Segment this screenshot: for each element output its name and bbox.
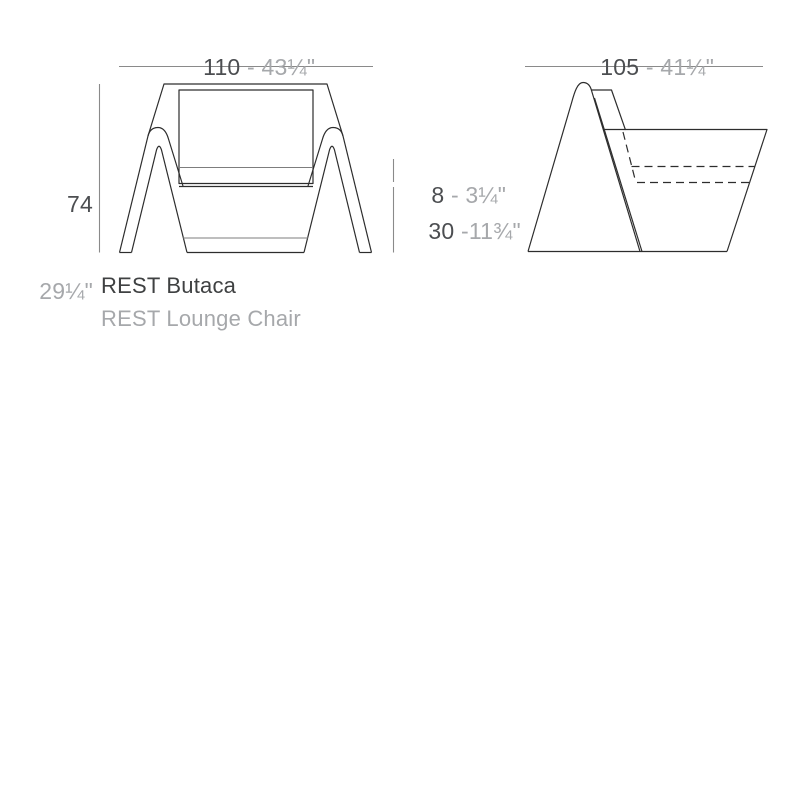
side-view-drawing: [528, 83, 767, 252]
height-label: [8, 132, 93, 364]
front-view-drawing: [120, 84, 372, 253]
seat-thickness-inches: 3¼": [465, 182, 507, 208]
product-title-primary: REST Butaca: [101, 273, 237, 298]
front-width-cm: 110: [203, 54, 241, 80]
side-width-cm: 105: [600, 54, 640, 80]
seat-thickness-cm: 8: [431, 182, 445, 208]
height-inches: 29¼": [39, 278, 93, 304]
side-width-separator: -: [639, 54, 661, 80]
seat-height-cm: 30: [428, 218, 455, 244]
front-width-inches: 43¼": [261, 54, 316, 80]
product-title-secondary: REST Lounge Chair: [101, 306, 301, 331]
side-width-inches: 41¼": [660, 54, 715, 80]
hidden-seat-edge: [623, 132, 636, 181]
side-width-label: [525, 33, 763, 102]
seat-height-inches: 11¾": [468, 218, 521, 244]
seat-height-label: [402, 197, 521, 266]
seat-height-separator: -: [454, 218, 469, 244]
front-width-separator: -: [240, 54, 262, 80]
seat-thickness-separator: -: [444, 182, 466, 208]
height-cm: 74: [67, 191, 93, 217]
front-width-label: [119, 33, 373, 102]
